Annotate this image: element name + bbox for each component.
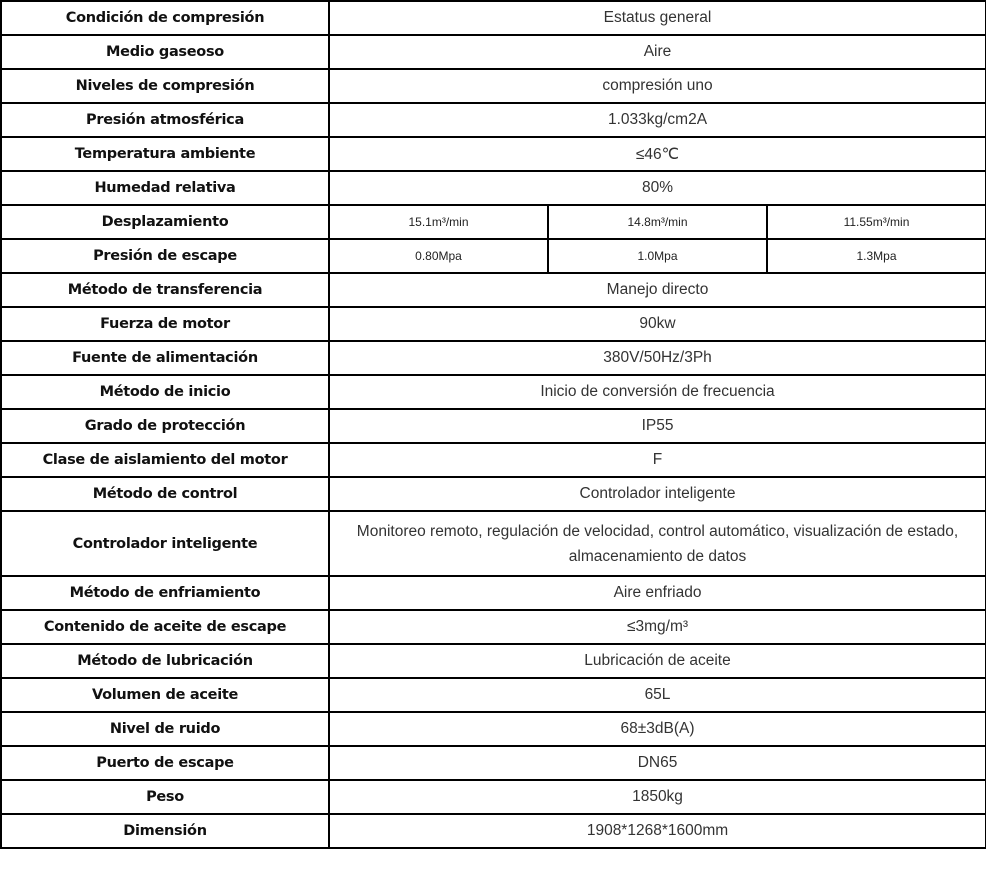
row-label: Método de lubricación bbox=[1, 644, 329, 678]
table-row-gas-medium bbox=[1, 35, 986, 69]
table-row-ambient-temperature bbox=[1, 137, 986, 171]
row-label: Medio gaseoso bbox=[1, 35, 329, 69]
row-value-1: 15.1m³/min bbox=[329, 205, 548, 239]
row-label: Volumen de aceite bbox=[1, 678, 329, 712]
row-value: 80% bbox=[329, 171, 986, 205]
row-label: Grado de protección bbox=[1, 409, 329, 443]
table-row-transfer-method bbox=[1, 273, 986, 307]
row-value: 1908*1268*1600mm bbox=[329, 814, 986, 848]
table-row-control-method bbox=[1, 477, 986, 511]
row-value: Aire enfriado bbox=[329, 576, 986, 610]
row-label: Niveles de compresión bbox=[1, 69, 329, 103]
row-value: F bbox=[329, 443, 986, 477]
row-label: Desplazamiento bbox=[1, 205, 329, 239]
table-row-insulation-class bbox=[1, 443, 986, 477]
row-label: Controlador inteligente bbox=[1, 511, 329, 576]
table-row-lubrication-method bbox=[1, 644, 986, 678]
table-row-smart-controller bbox=[1, 511, 986, 576]
row-value: ≤3mg/m³ bbox=[329, 610, 986, 644]
row-value: DN65 bbox=[329, 746, 986, 780]
row-label: Presión atmosférica bbox=[1, 103, 329, 137]
row-value: Monitoreo remoto, regulación de velocidad, control automático, visualización de estado, almacenamiento de datos bbox=[329, 511, 986, 576]
row-value: Estatus general bbox=[329, 1, 986, 35]
row-label: Método de control bbox=[1, 477, 329, 511]
table-row-exhaust-port bbox=[1, 746, 986, 780]
table-row-relative-humidity bbox=[1, 171, 986, 205]
row-label: Condición de compresión bbox=[1, 1, 329, 35]
row-value: 1.033kg/cm2A bbox=[329, 103, 986, 137]
row-label: Presión de escape bbox=[1, 239, 329, 273]
row-value: ≤46℃ bbox=[329, 137, 986, 171]
row-value-2: 14.8m³/min bbox=[548, 205, 767, 239]
row-value: Manejo directo bbox=[329, 273, 986, 307]
row-value: 65L bbox=[329, 678, 986, 712]
table-row-motor-power bbox=[1, 307, 986, 341]
row-label: Dimensión bbox=[1, 814, 329, 848]
row-label: Clase de aislamiento del motor bbox=[1, 443, 329, 477]
table-row-protection-grade bbox=[1, 409, 986, 443]
table-row-cooling-method bbox=[1, 576, 986, 610]
table-row-compression-levels bbox=[1, 69, 986, 103]
row-label: Puerto de escape bbox=[1, 746, 329, 780]
row-value: 90kw bbox=[329, 307, 986, 341]
row-value: Controlador inteligente bbox=[329, 477, 986, 511]
table-row-power-supply bbox=[1, 341, 986, 375]
row-value-1: 0.80Mpa bbox=[329, 239, 548, 273]
row-label: Método de enfriamiento bbox=[1, 576, 329, 610]
row-label: Temperatura ambiente bbox=[1, 137, 329, 171]
row-label: Fuerza de motor bbox=[1, 307, 329, 341]
table-row-displacement bbox=[1, 205, 986, 239]
table-row-atmospheric-pressure bbox=[1, 103, 986, 137]
table-row-weight bbox=[1, 780, 986, 814]
row-label: Método de inicio bbox=[1, 375, 329, 409]
row-value-3: 11.55m³/min bbox=[767, 205, 986, 239]
row-value: compresión uno bbox=[329, 69, 986, 103]
row-value-2: 1.0Mpa bbox=[548, 239, 767, 273]
table-row-dimension bbox=[1, 814, 986, 848]
row-value: 68±3dB(A) bbox=[329, 712, 986, 746]
row-label: Humedad relativa bbox=[1, 171, 329, 205]
row-value: Aire bbox=[329, 35, 986, 69]
row-label: Nivel de ruido bbox=[1, 712, 329, 746]
table-row-start-method bbox=[1, 375, 986, 409]
table-row-oil-volume bbox=[1, 678, 986, 712]
row-value: 1850kg bbox=[329, 780, 986, 814]
table-row-exhaust-pressure bbox=[1, 239, 986, 273]
row-value: Inicio de conversión de frecuencia bbox=[329, 375, 986, 409]
table-row-noise-level bbox=[1, 712, 986, 746]
row-value: IP55 bbox=[329, 409, 986, 443]
row-value: 380V/50Hz/3Ph bbox=[329, 341, 986, 375]
table-row-compression-condition bbox=[1, 1, 986, 35]
row-label: Contenido de aceite de escape bbox=[1, 610, 329, 644]
table-row-exhaust-oil-content bbox=[1, 610, 986, 644]
row-value-3: 1.3Mpa bbox=[767, 239, 986, 273]
row-value: Lubricación de aceite bbox=[329, 644, 986, 678]
row-label: Método de transferencia bbox=[1, 273, 329, 307]
row-label: Peso bbox=[1, 780, 329, 814]
row-label: Fuente de alimentación bbox=[1, 341, 329, 375]
